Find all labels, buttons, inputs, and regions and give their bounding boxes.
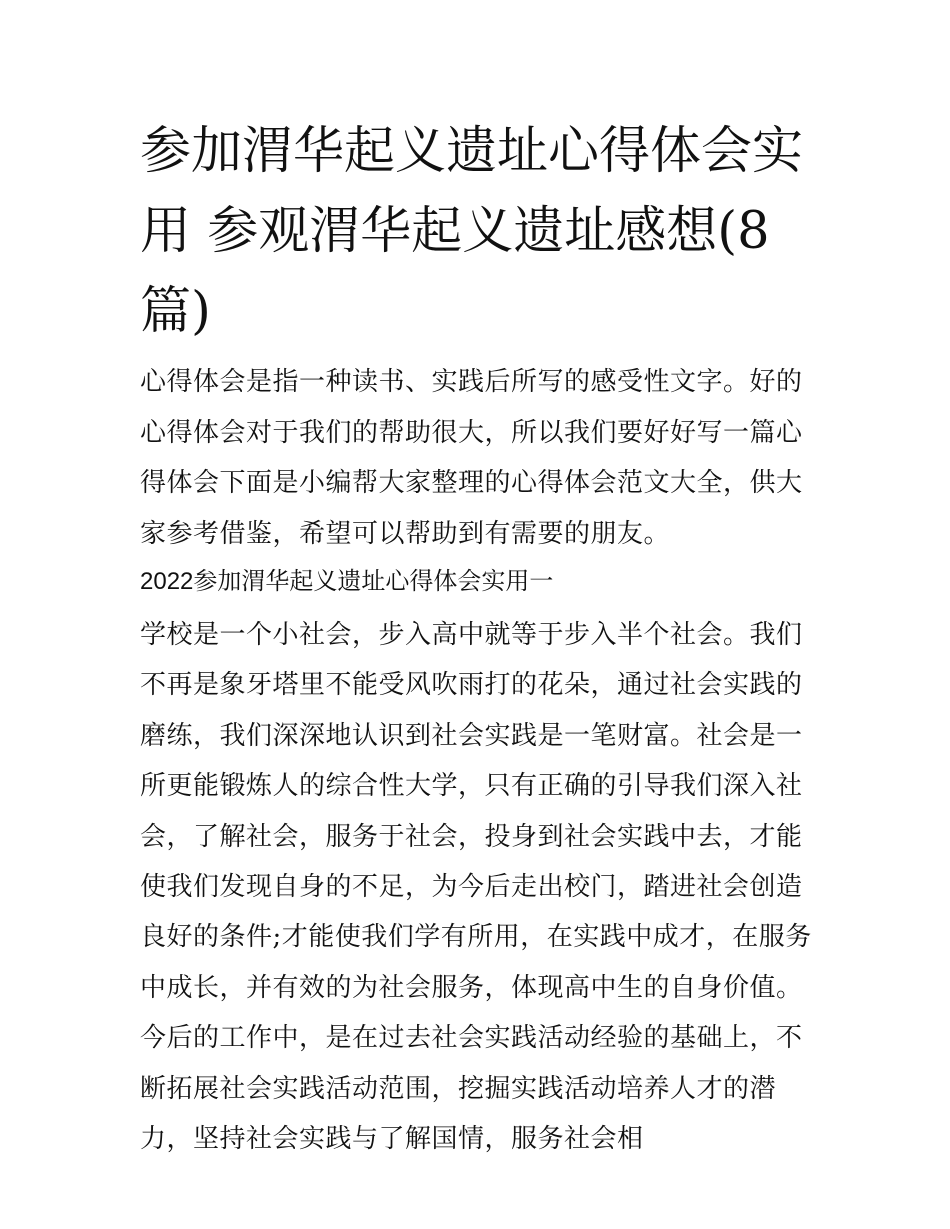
document-title: 参加渭华起义遗址心得体会实用 参观渭华起义遗址感想(8篇)	[140, 122, 804, 341]
body-paragraph: 学校是一个小社会，步入高中就等于步入半个社会。我们不再是象牙塔里不能受风吹雨打的花朵，通过社会实践的磨练，我们深深地认识到社会实践是一笔财富。社会是一所更能锻炼人的综合性大学，只有正确的引导我们深入社会，了解社会，服务于社会，投身到社会实践中去，才能使我们发现自身的不足，为今后走出校门，踏进社会创造良好的条件;才能使我们学有所用，在实践中成才，在服务中成长，并有效的为社会服务，体现高中生的自身价值。今后的工作中，是在过去社会实践活动经验的基础上，不断拓展社会实践活动范围，挖掘实践活动培养人才的潜力，坚持社会实践与了解国情，服务社会相	[140, 620, 812, 1155]
intro-paragraph: 心得体会是指一种读书、实践后所写的感受性文字。好的心得体会对于我们的帮助很大，所以我们要好好写一篇心得体会下面是小编帮大家整理的心得体会范文大全，供大家参考借鉴，希望可以帮助到有需要的朋友。	[140, 367, 803, 549]
section-heading: 2022参加渭华起义遗址心得体会实用一	[140, 568, 554, 595]
